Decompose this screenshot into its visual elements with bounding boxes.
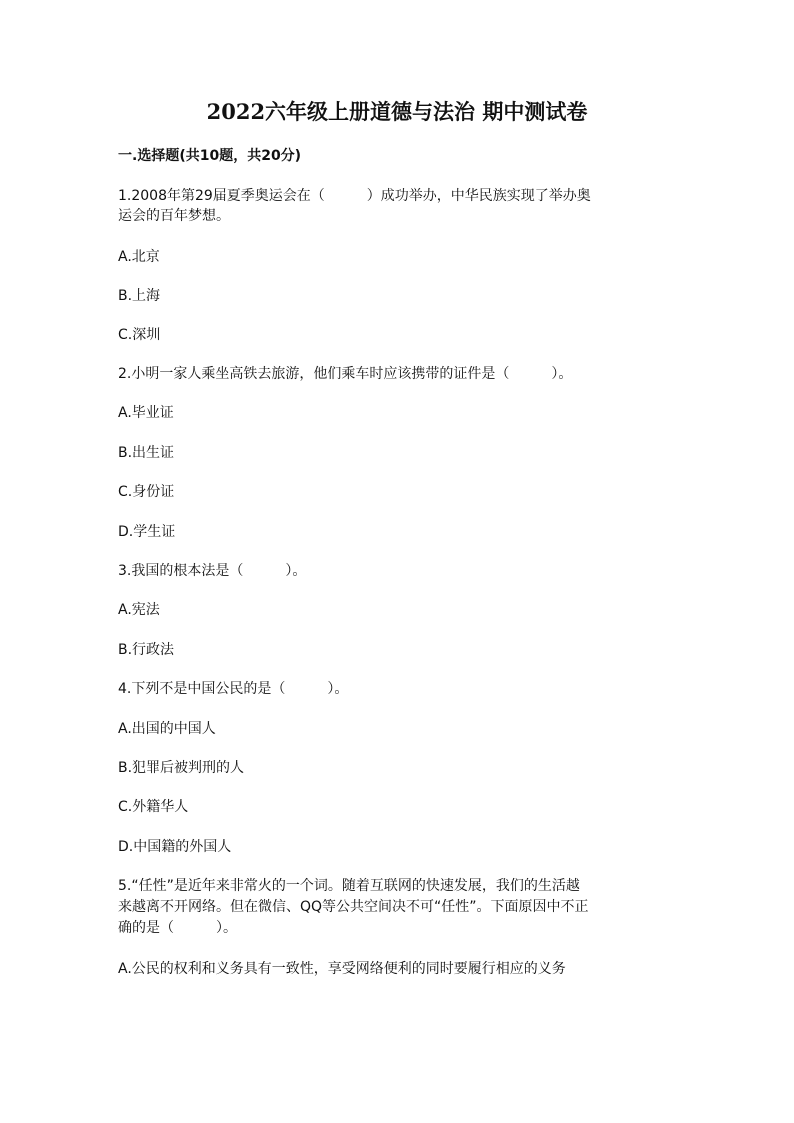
question-1-option-a: A.北京	[118, 249, 160, 265]
question-1-text-line-2: 运会的百年梦想。	[118, 208, 230, 224]
question-4-option-a: A.出国的中国人	[118, 721, 216, 737]
question-2-option-b: B.出生证	[118, 445, 175, 461]
question-2-option-c: C.身份证	[118, 484, 175, 500]
question-5-text-line-1: 5.“任性”是近年来非常火的一个词。随着互联网的快速发展，我们的生活越	[118, 878, 580, 894]
question-4-option-d: D.中国籍的外国人	[118, 839, 232, 855]
question-5-option-a: A.公民的权利和义务具有一致性，享受网络便利的同时要履行相应的义务	[118, 961, 566, 977]
question-2-text-line-1: 2.小明一家人乘坐高铁去旅游，他们乘车时应该携带的证件是（ ）。	[118, 366, 573, 382]
question-4-option-c: C.外籍华人	[118, 799, 189, 815]
question-3-option-a: A.宪法	[118, 602, 160, 618]
question-2-option-a: A.毕业证	[118, 405, 174, 421]
question-3-text-line-1: 3.我国的根本法是（ ）。	[118, 563, 307, 579]
question-5-text-line-3: 确的是（ ）。	[118, 920, 237, 936]
question-1-option-c: C.深圳	[118, 327, 161, 343]
page-title: 2022六年级上册道德与法治 期中测试卷	[206, 99, 588, 124]
question-2-option-d: D.学生证	[118, 524, 176, 540]
question-5-text-line-2: 来越离不开网络。但在微信、QQ等公共空间决不可“任性”。下面原因中不正	[118, 899, 589, 915]
question-3-option-b: B.行政法	[118, 642, 175, 658]
section-heading: 一.选择题(共10题，共20分)	[118, 148, 302, 164]
question-1-option-b: B.上海	[118, 288, 161, 304]
question-1-text-line-1: 1.2008年第29届夏季奥运会在（ ）成功举办，中华民族实现了举办奥	[118, 188, 591, 204]
question-4-text-line-1: 4.下列不是中国公民的是（ ）。	[118, 681, 349, 697]
question-4-option-b: B.犯罪后被判刑的人	[118, 760, 245, 776]
